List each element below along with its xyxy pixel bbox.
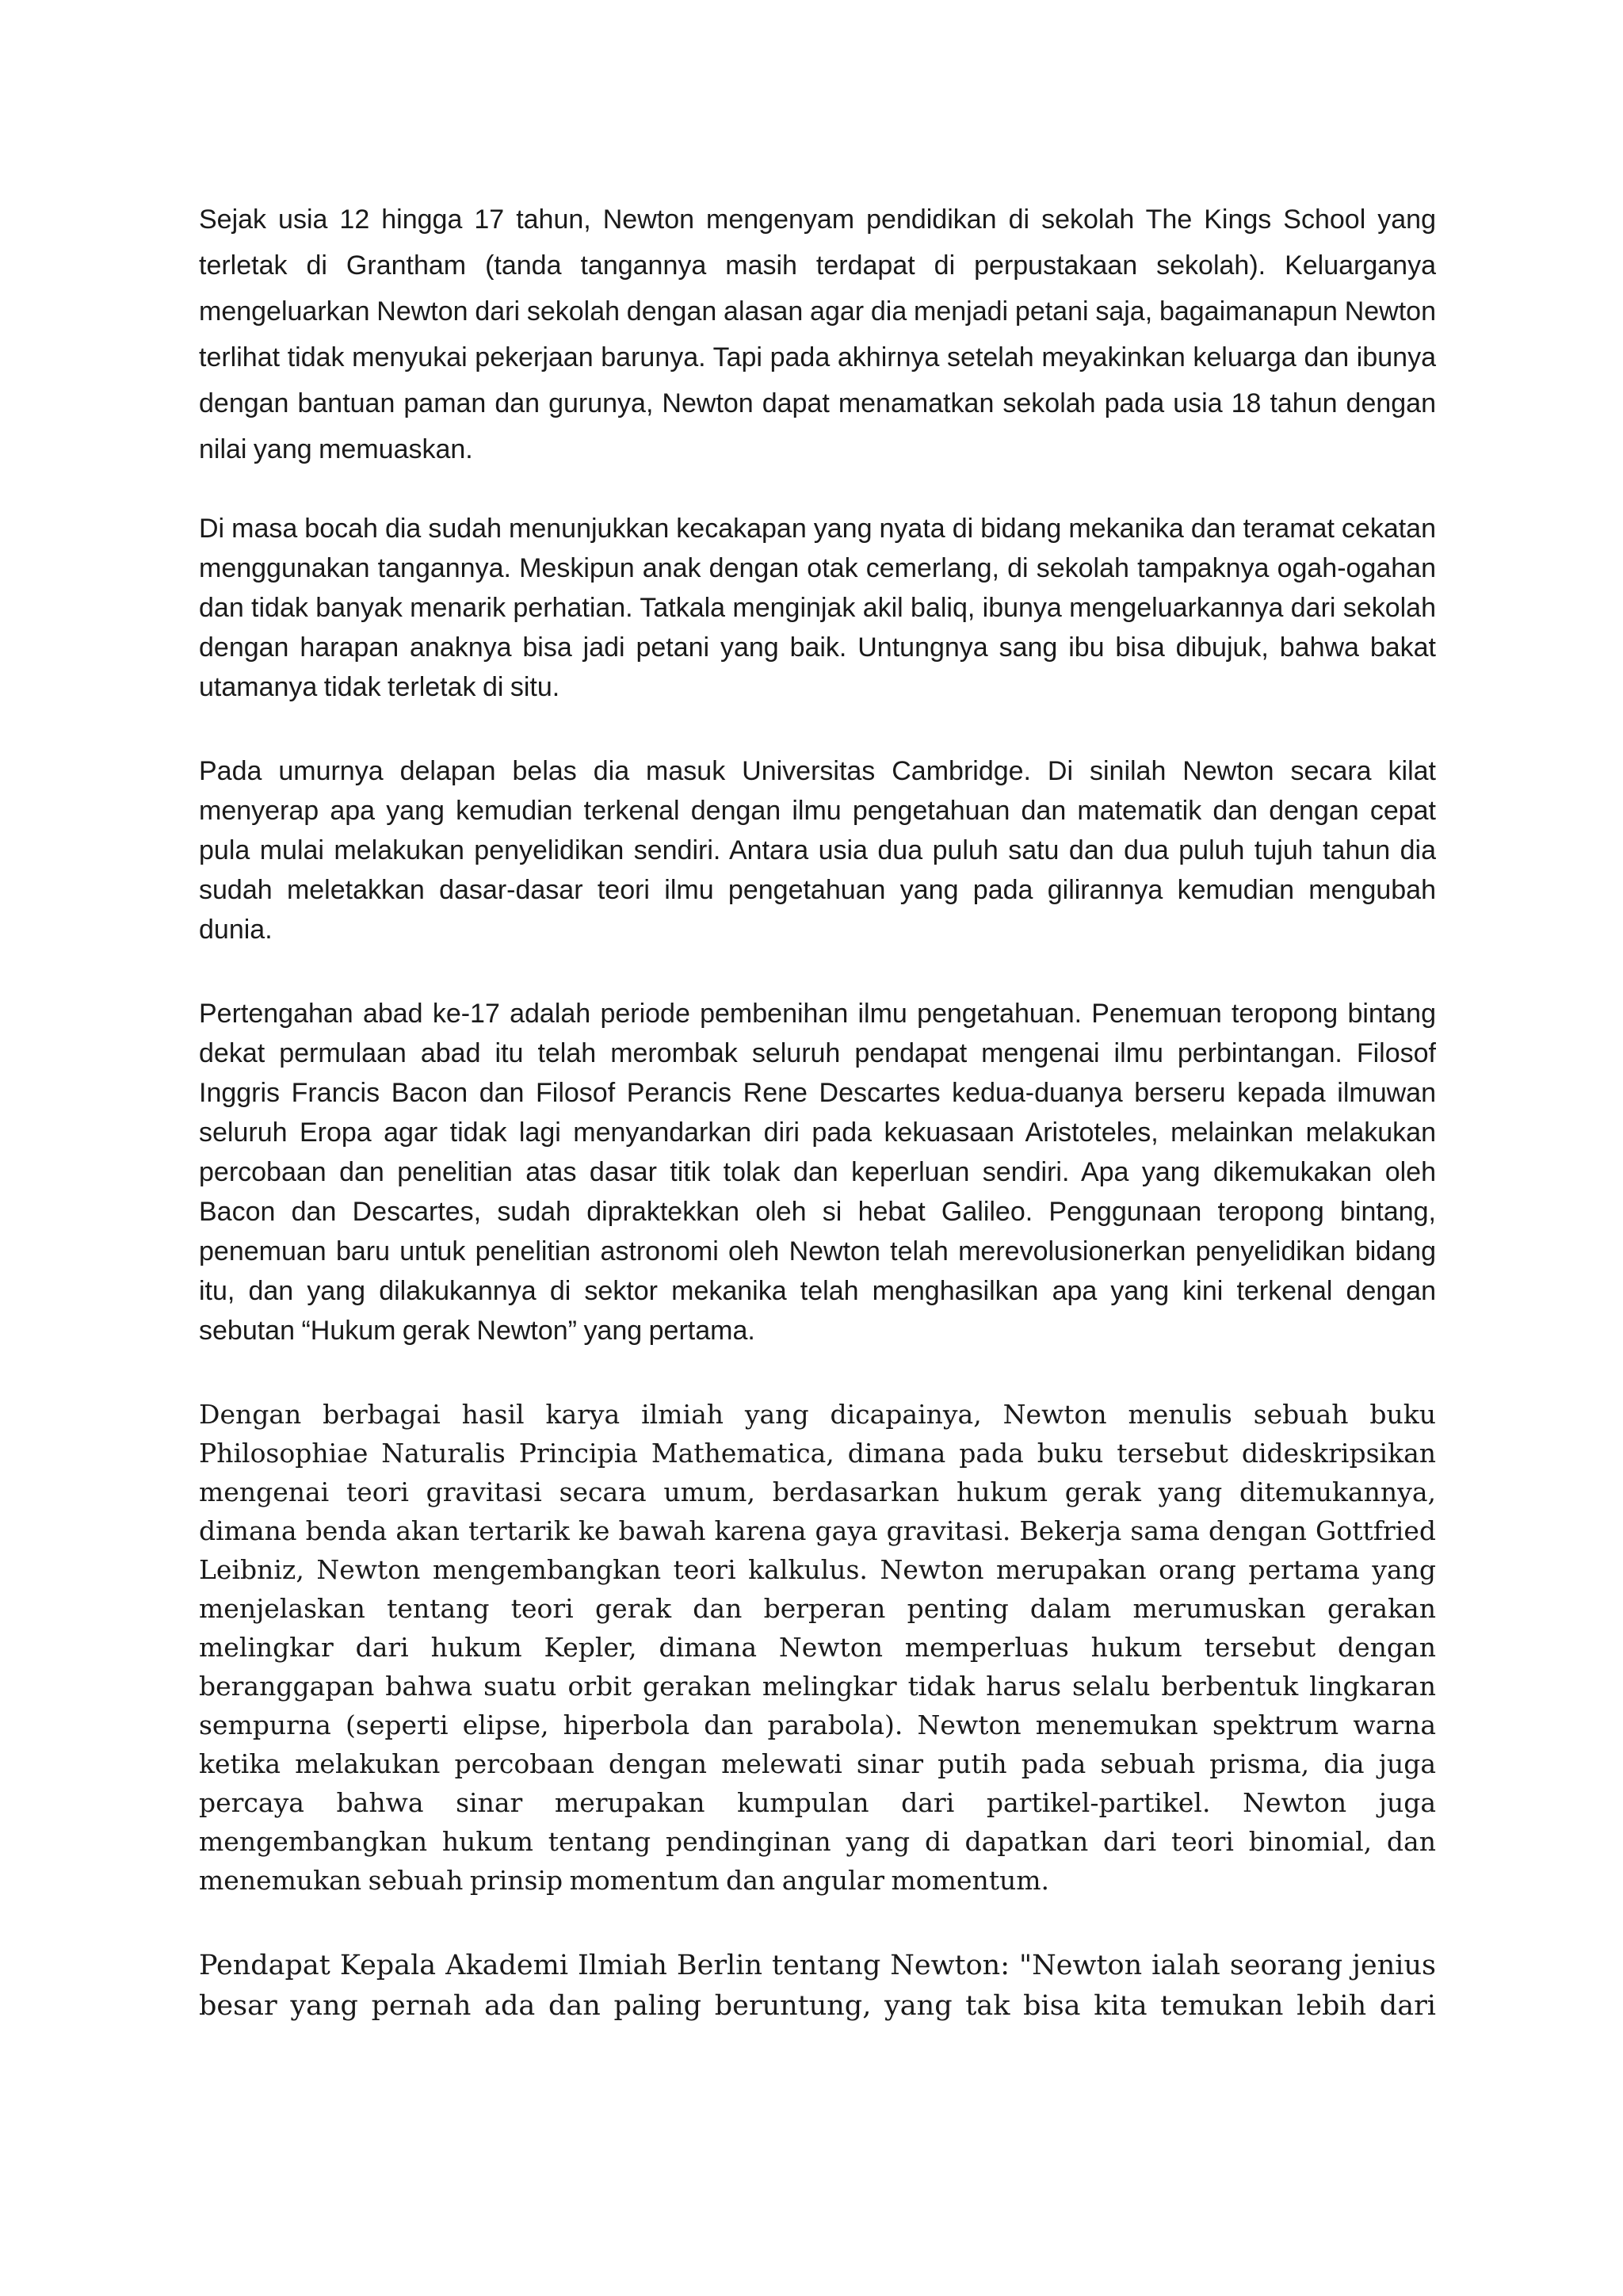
paragraph-berlin-academy-quote: Pendapat Kepala Akademi Ilmiah Berlin tentang Newton: "Newton ialah seorang jenius besar yang pernah ada dan paling beruntung, yang tak bisa kita temukan lebih dari [199, 1950, 1436, 2022]
paragraph-kings-school: Sejak usia 12 hingga 17 tahun, Newton mengenyam pendidikan di sekolah The Kings School yang terletak di Grantham (tanda tangannya masih terdapat di perpustakaan sekolah). Keluarganya mengeluarkan Newton dari sekolah dengan alasan agar dia menjadi petani saja, bagaimanapun Newton terlihat tidak menyukai pekerjaan barunya. Tapi pada akhirnya setelah meyakinkan keluarga dan ibunya dengan bantuan paman dan gurunya, Newton dapat menamatkan sekolah pada usia 18 tahun dengan nilai yang memuaskan. [199, 204, 1436, 464]
paragraph-17th-century: Pertengahan abad ke-17 adalah periode pembenihan ilmu pengetahuan. Penemuan teropong bintang dekat permulaan abad itu telah merombak seluruh pendapat mengenai ilmu perbintangan. Filosof Inggris Francis Bacon dan Filosof Perancis Rene Descartes kedua-duanya berseru kepada ilmuwan seluruh Eropa agar tidak lagi menyandarkan diri pada kekuasaan Aristoteles, melainkan melakukan percobaan dan penelitian atas dasar titik tolak dan keperluan sendiri. Apa yang dikemukakan oleh Bacon dan Descartes, sudah dipraktekkan oleh si hebat Galileo. Penggunaan teropong bintang, penemuan baru untuk penelitian astronomi oleh Newton telah merevolusionerkan penyelidikan bidang itu, dan yang dilakukannya di sektor mekanika telah menghasilkan apa yang kini terkenal dengan sebutan “Hukum gerak Newton” yang pertama. [199, 999, 1436, 1346]
paragraph-childhood: Di masa bocah dia sudah menunjukkan kecakapan yang nyata di bidang mekanika dan teramat cekatan menggunakan tangannya. Meskipun anak dengan otak cemerlang, di sekolah tampaknya ogah-ogahan dan tidak banyak menarik perhatian. Tatkala menginjak akil baliq, ibunya mengeluarkannya dari sekolah dengan harapan anaknya bisa jadi petani yang baik. Untungnya sang ibu bisa dibujuk, bahwa bakat utamanya tidak terletak di situ. [199, 514, 1436, 702]
page-body [199, 197, 1436, 2027]
paragraph-cambridge: Pada umurnya delapan belas dia masuk Universitas Cambridge. Di sinilah Newton secara kilat menyerap apa yang kemudian terkenal dengan ilmu pengetahuan dan matematik dan dengan cepat pula mulai melakukan penyelidikan sendiri. Antara usia dua puluh satu dan dua puluh tujuh tahun dia sudah meletakkan dasar-dasar teori ilmu pengetahuan yang pada gilirannya kemudian mengubah dunia. [199, 756, 1436, 945]
paragraph-principia: Dengan berbagai hasil karya ilmiah yang dicapainya, Newton menulis sebuah buku Philosophiae Naturalis Principia Mathematica, dimana pada buku tersebut dideskripsikan mengenai teori gravitasi secara umum, berdasarkan hukum gerak yang ditemukannya, dimana benda akan tertarik ke bawah karena gaya gravitasi. Bekerja sama dengan Gottfried Leibniz, Newton mengembangkan teori kalkulus. Newton merupakan orang pertama yang menjelaskan tentang teori gerak dan berperan penting dalam merumuskan gerakan melingkar dari hukum Kepler, dimana Newton memperluas hukum tersebut dengan beranggapan bahwa suatu orbit gerakan melingkar tidak harus selalu berbentuk lingkaran sempurna (seperti elipse, hiperbola dan parabola). Newton menemukan spektrum warna ketika melakukan percobaan dengan melewati sinar putih pada sebuah prisma, dia juga percaya bahwa sinar merupakan kumpulan dari partikel-partikel. Newton juga mengembangkan hukum tentang pendinginan yang di dapatkan dari teori binomial, dan menemukan sebuah prinsip momentum dan angular momentum. [199, 1399, 1436, 1896]
